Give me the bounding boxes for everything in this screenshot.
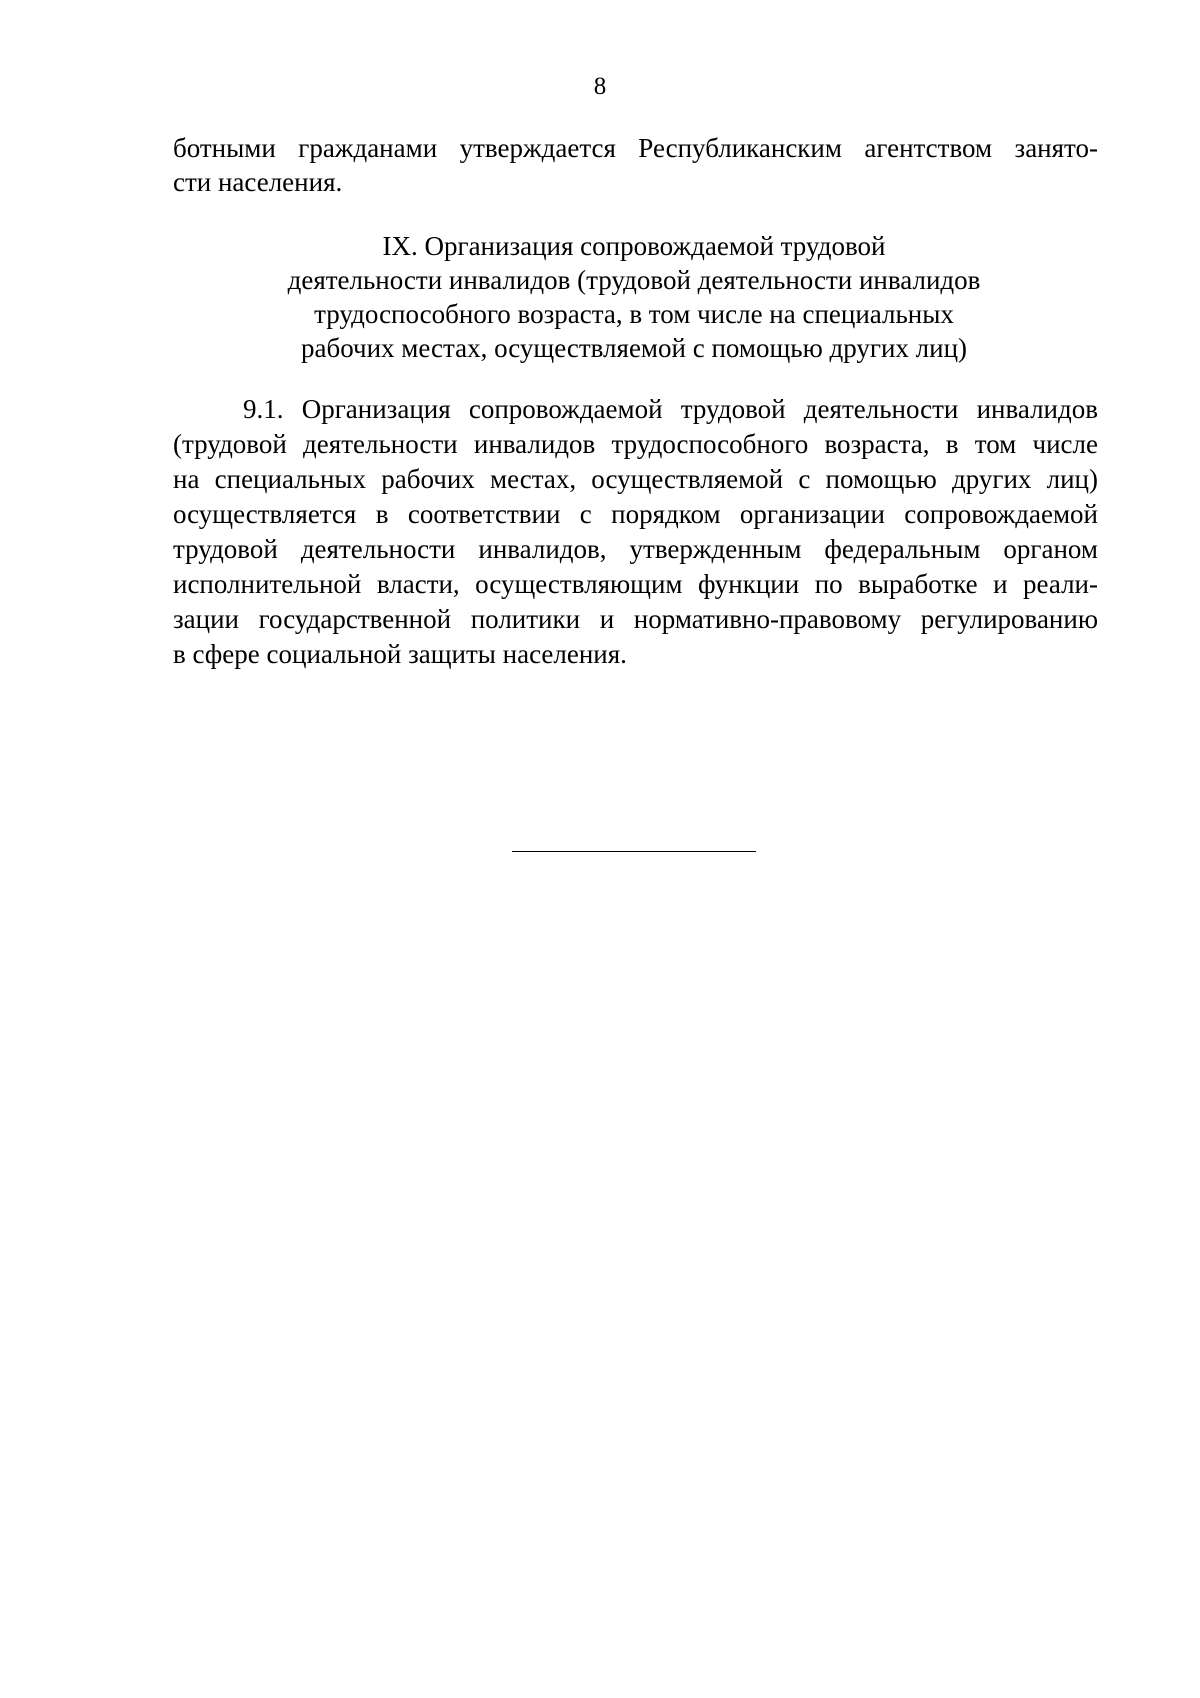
text-line: в сфере социальной защиты населения. [173,639,627,669]
text-line: на специальных рабочих местах, осуществляемой с помощью других лиц) [173,464,1098,494]
text-line: ботными гражданами утверждается Республиканским агентством занято- [173,133,1098,163]
page-number: 8 [593,73,607,100]
heading-line: IX. Организация сопровождаемой трудовой [382,231,886,261]
heading-line: трудоспособного возраста, в том числе на специальных [314,299,954,329]
end-separator-line [512,851,756,852]
text-line: зации государственной политики и нормативно-правовому регулированию [173,604,1098,634]
heading-line: деятельности инвалидов (трудовой деятельности инвалидов [287,265,981,295]
heading-line: рабочих местах, осуществляемой с помощью других лиц) [300,333,968,363]
text-line: осуществляется в соответствии с порядком организации сопровождаемой [173,499,1098,529]
text-line: сти населения. [173,167,343,197]
text-line: исполнительной власти, осуществляющим функции по выработке и реали- [173,569,1098,599]
text-line: трудовой деятельности инвалидов, утвержденным федеральным органом [173,534,1098,564]
text-line: 9.1. Организация сопровождаемой трудовой деятельности инвалидов [243,394,1098,424]
text-line: (трудовой деятельности инвалидов трудоспособного возраста, в том числе [173,429,1098,459]
